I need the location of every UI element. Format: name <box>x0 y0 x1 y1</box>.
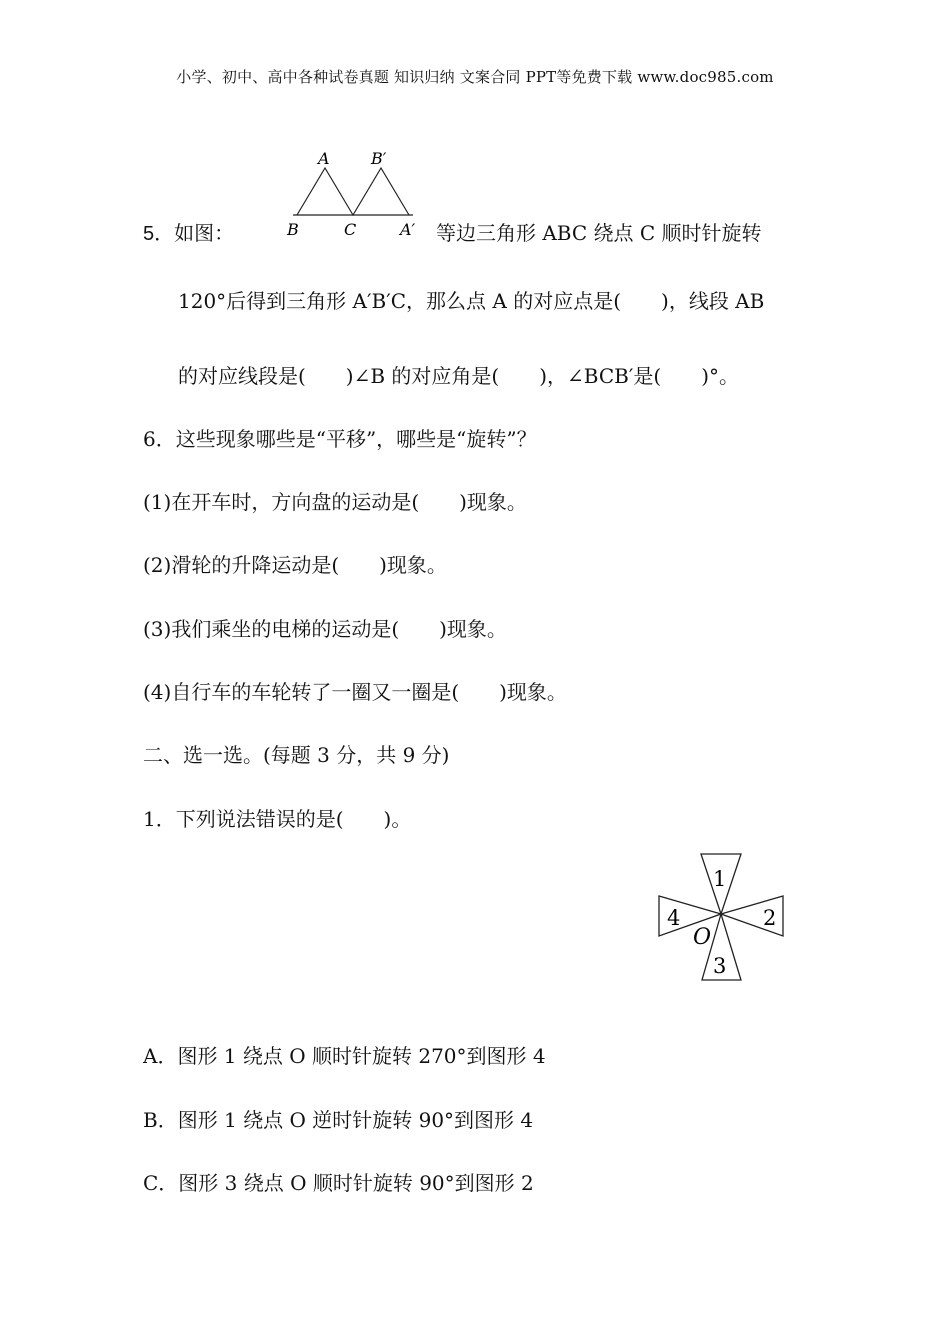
section2-q1: 1．下列说法错误的是( )。 <box>143 807 412 831</box>
option-b: B．图形 1 绕点 O 逆时针旋转 90°到图形 4 <box>143 1108 534 1132</box>
option-a: A．图形 1 绕点 O 顺时针旋转 270°到图形 4 <box>143 1044 546 1068</box>
q6-item-3: (3)我们乘坐的电梯的运动是( )现象。 <box>143 617 507 641</box>
label-a: A <box>318 149 330 168</box>
label-2: 2 <box>763 906 777 930</box>
q5-number: 5． <box>143 223 175 245</box>
label-4: 4 <box>667 906 681 930</box>
page-header: 小学、初中、高中各种试卷真题 知识归纳 文案合同 PPT等免费下载 www.doc985.com <box>176 68 774 86</box>
q5-lead: 如图： <box>174 221 235 245</box>
label-1: 1 <box>713 867 727 891</box>
section2-title: 二、选一选。(每题 3 分，共 9 分) <box>143 743 450 767</box>
q6-item-2: (2)滑轮的升降运动是( )现象。 <box>143 553 447 577</box>
q6-item-4: (4)自行车的车轮转了一圈又一圈是( )现象。 <box>143 680 567 704</box>
q5-line3: 的对应线段是( )∠B 的对应角是( )，∠BCB′是( )°。 <box>178 364 739 388</box>
q6-item-1: (1)在开车时，方向盘的运动是( )现象。 <box>143 490 527 514</box>
label-a-prime: A′ <box>400 220 416 239</box>
triangle-rotation-svg <box>278 146 428 242</box>
label-b-prime: B′ <box>371 149 387 168</box>
pinwheel-svg <box>650 848 795 984</box>
option-c: C．图形 3 绕点 O 顺时针旋转 90°到图形 2 <box>143 1171 534 1195</box>
q6-title: 6．这些现象哪些是“平移”，哪些是“旋转”？ <box>143 427 537 451</box>
triangle-rotation-figure <box>278 146 428 246</box>
q5-line2: 120°后得到三角形 A′B′C，那么点 A 的对应点是( )，线段 AB <box>178 289 765 313</box>
q5-line1: 等边三角形 ABC 绕点 C 顺时针旋转 <box>436 221 762 245</box>
label-o: O <box>693 925 712 950</box>
label-b: B <box>287 220 299 239</box>
pinwheel-figure <box>650 848 795 988</box>
label-c: C <box>344 220 357 239</box>
q5-number-lead <box>143 219 234 248</box>
label-3: 3 <box>713 954 727 978</box>
triangle-outline <box>297 168 409 215</box>
